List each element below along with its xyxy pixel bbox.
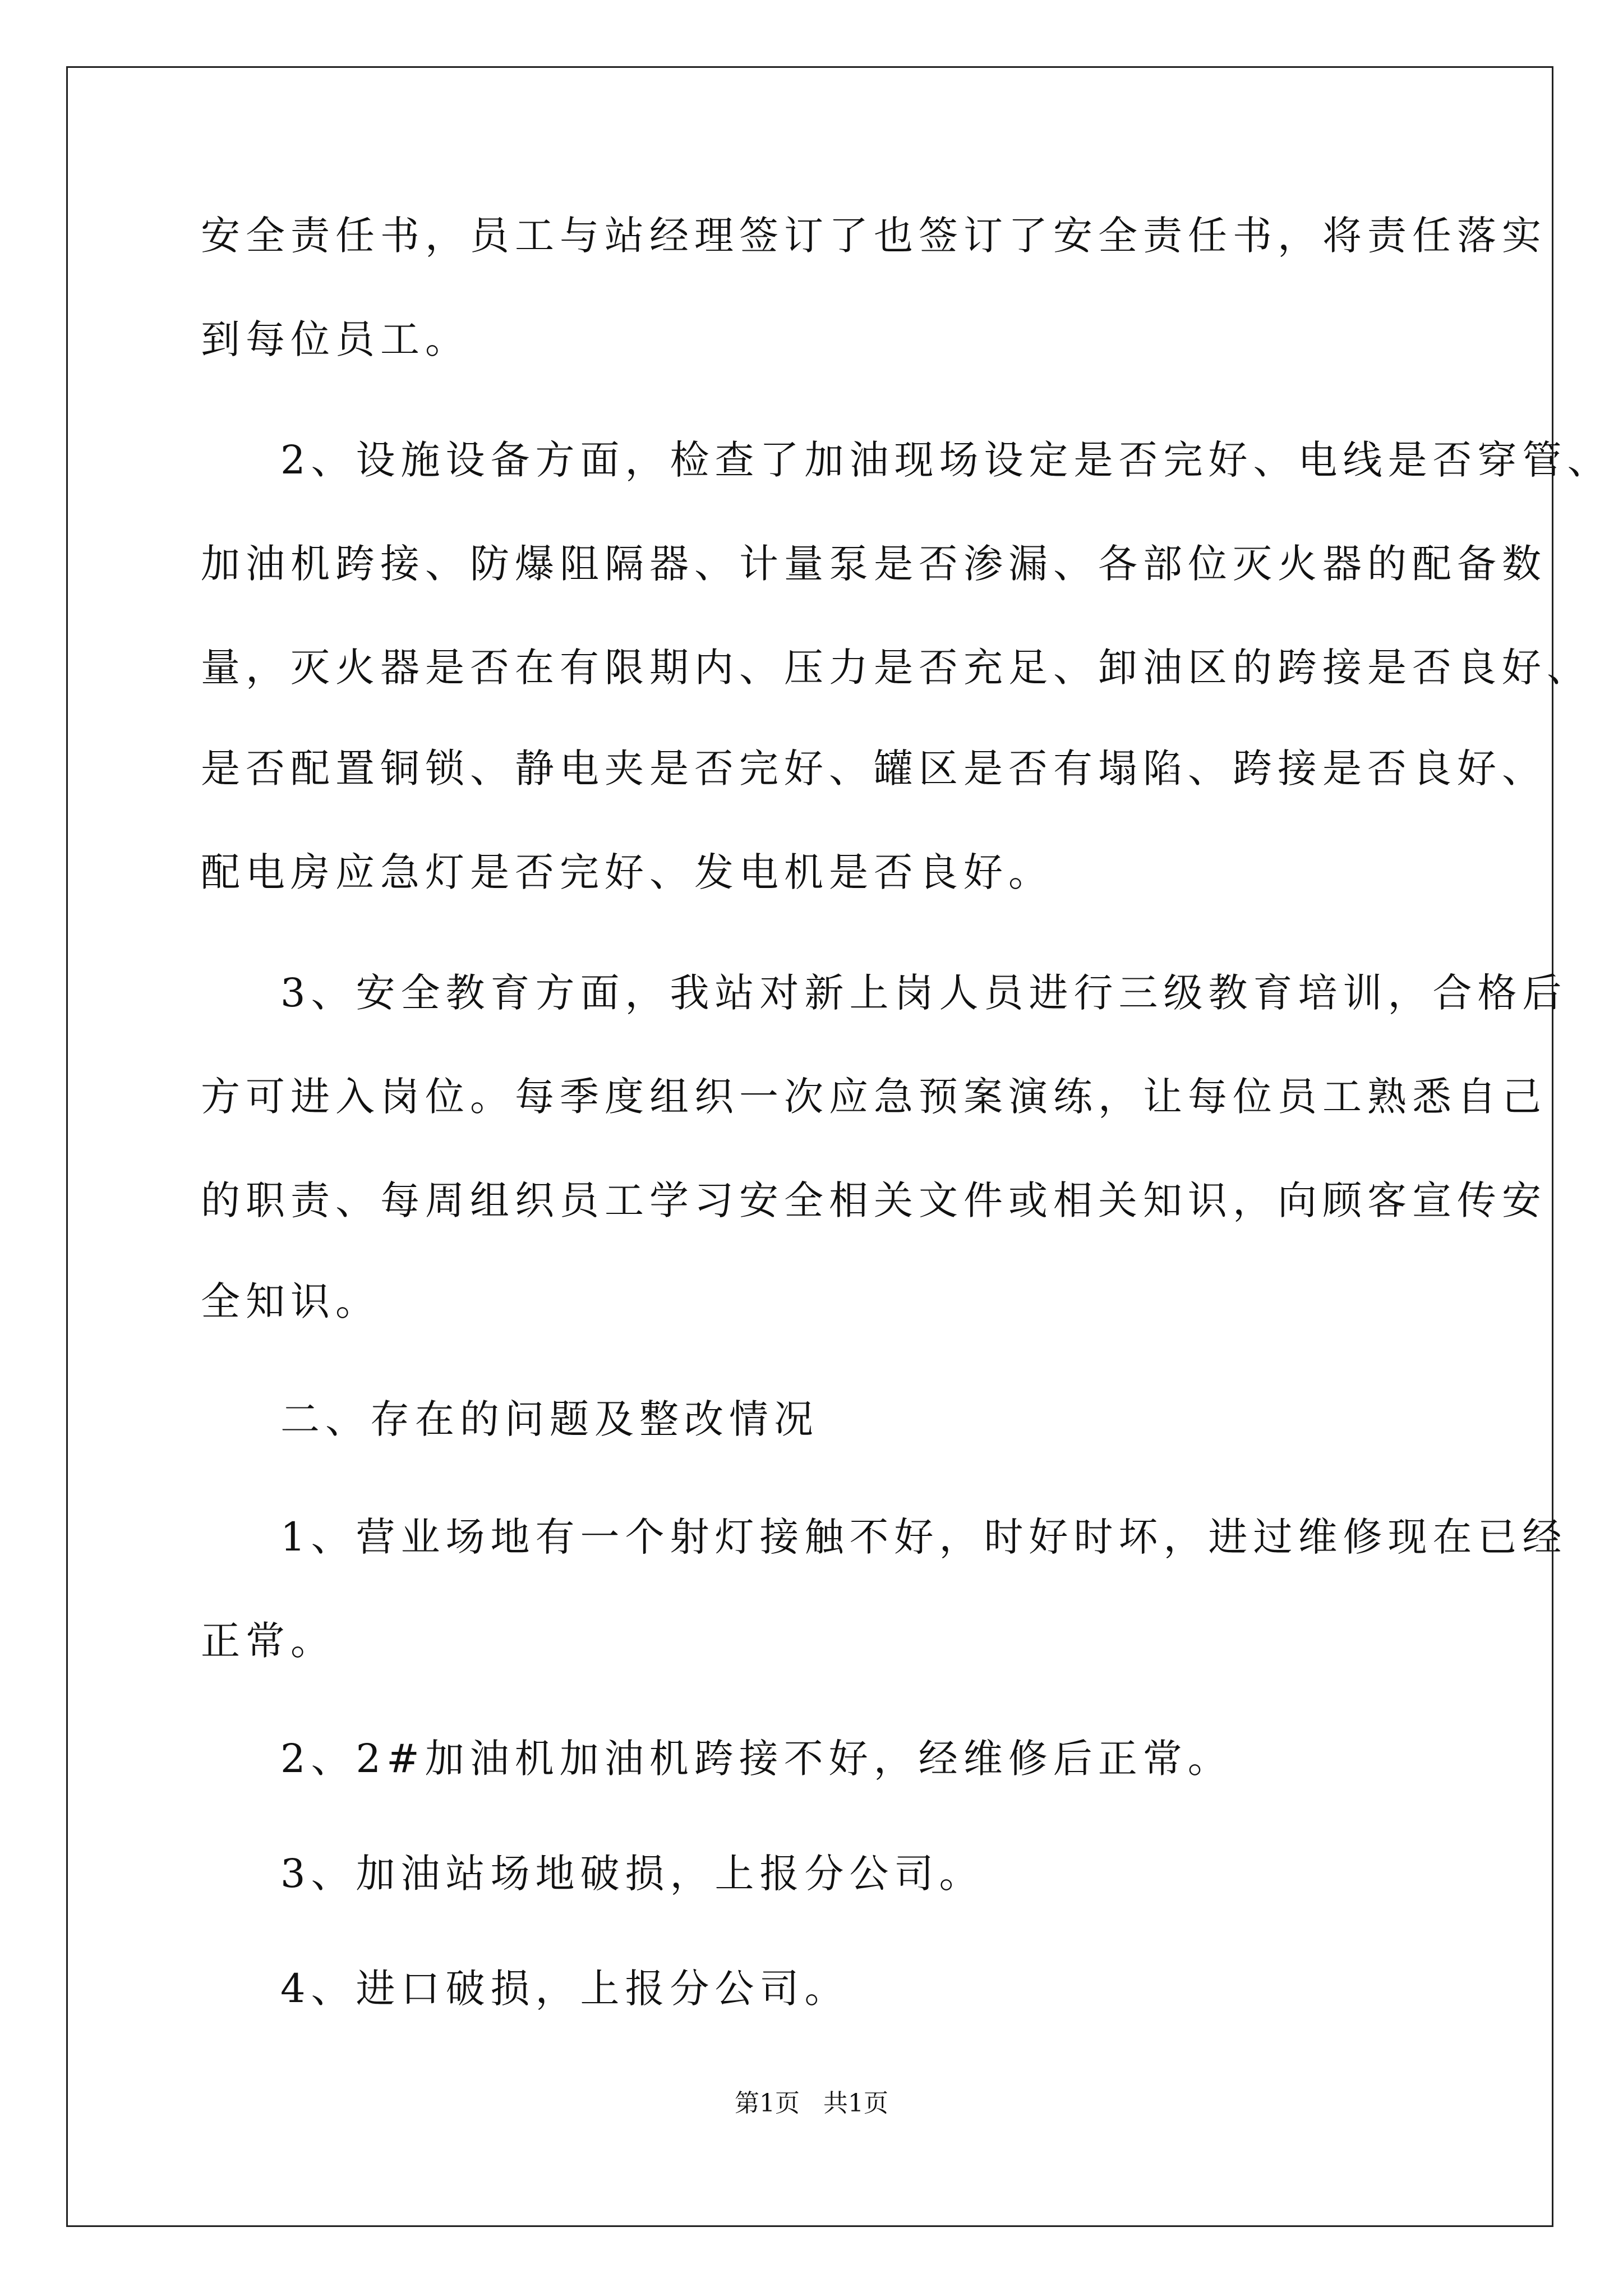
section-heading: 二、存在的问题及整改情况 <box>280 1396 819 1442</box>
text-line: 加油机跨接、防爆阻隔器、计量泵是否渗漏、各部位灭火器的配备数 <box>201 541 1547 587</box>
text-line: 正常。 <box>201 1618 335 1664</box>
text-line: 是否配置铜锁、静电夹是否完好、罐区是否有塌陷、跨接是否良好、 <box>201 746 1547 792</box>
text-line: 2、2#加油机加油机跨接不好，经维修后正常。 <box>280 1736 1233 1782</box>
page-number-footer: 第1页 共1页 <box>735 2089 888 2118</box>
text-line: 量，灭火器是否在有限期内、压力是否充足、卸油区的跨接是否良好、 <box>201 645 1592 691</box>
text-line: 方可进入岗位。每季度组织一次应急预案演练，让每位员工熟悉自己 <box>201 1074 1547 1120</box>
text-line: 4、进口破损，上报分公司。 <box>280 1966 850 2012</box>
text-line: 安全责任书，员工与站经理签订了也签订了安全责任书，将责任落实 <box>201 213 1547 259</box>
text-line: 3、安全教育方面，我站对新上岗人员进行三级教育培训，合格后 <box>280 970 1567 1016</box>
text-line: 的职责、每周组织员工学习安全相关文件或相关知识，向顾客宣传安 <box>201 1177 1547 1223</box>
text-line: 全知识。 <box>201 1278 380 1324</box>
text-line: 配电房应急灯是否完好、发电机是否良好。 <box>201 849 1053 895</box>
text-line: 到每位员工。 <box>201 316 470 362</box>
page-border <box>66 66 1553 2227</box>
text-line: 2、设施设备方面，检查了加油现场设定是否完好、电线是否穿管、 <box>280 437 1612 483</box>
text-line: 3、加油站场地破损，上报分公司。 <box>280 1851 984 1897</box>
text-line: 1、营业场地有一个射灯接触不好，时好时坏，进过维修现在已经 <box>280 1514 1567 1560</box>
